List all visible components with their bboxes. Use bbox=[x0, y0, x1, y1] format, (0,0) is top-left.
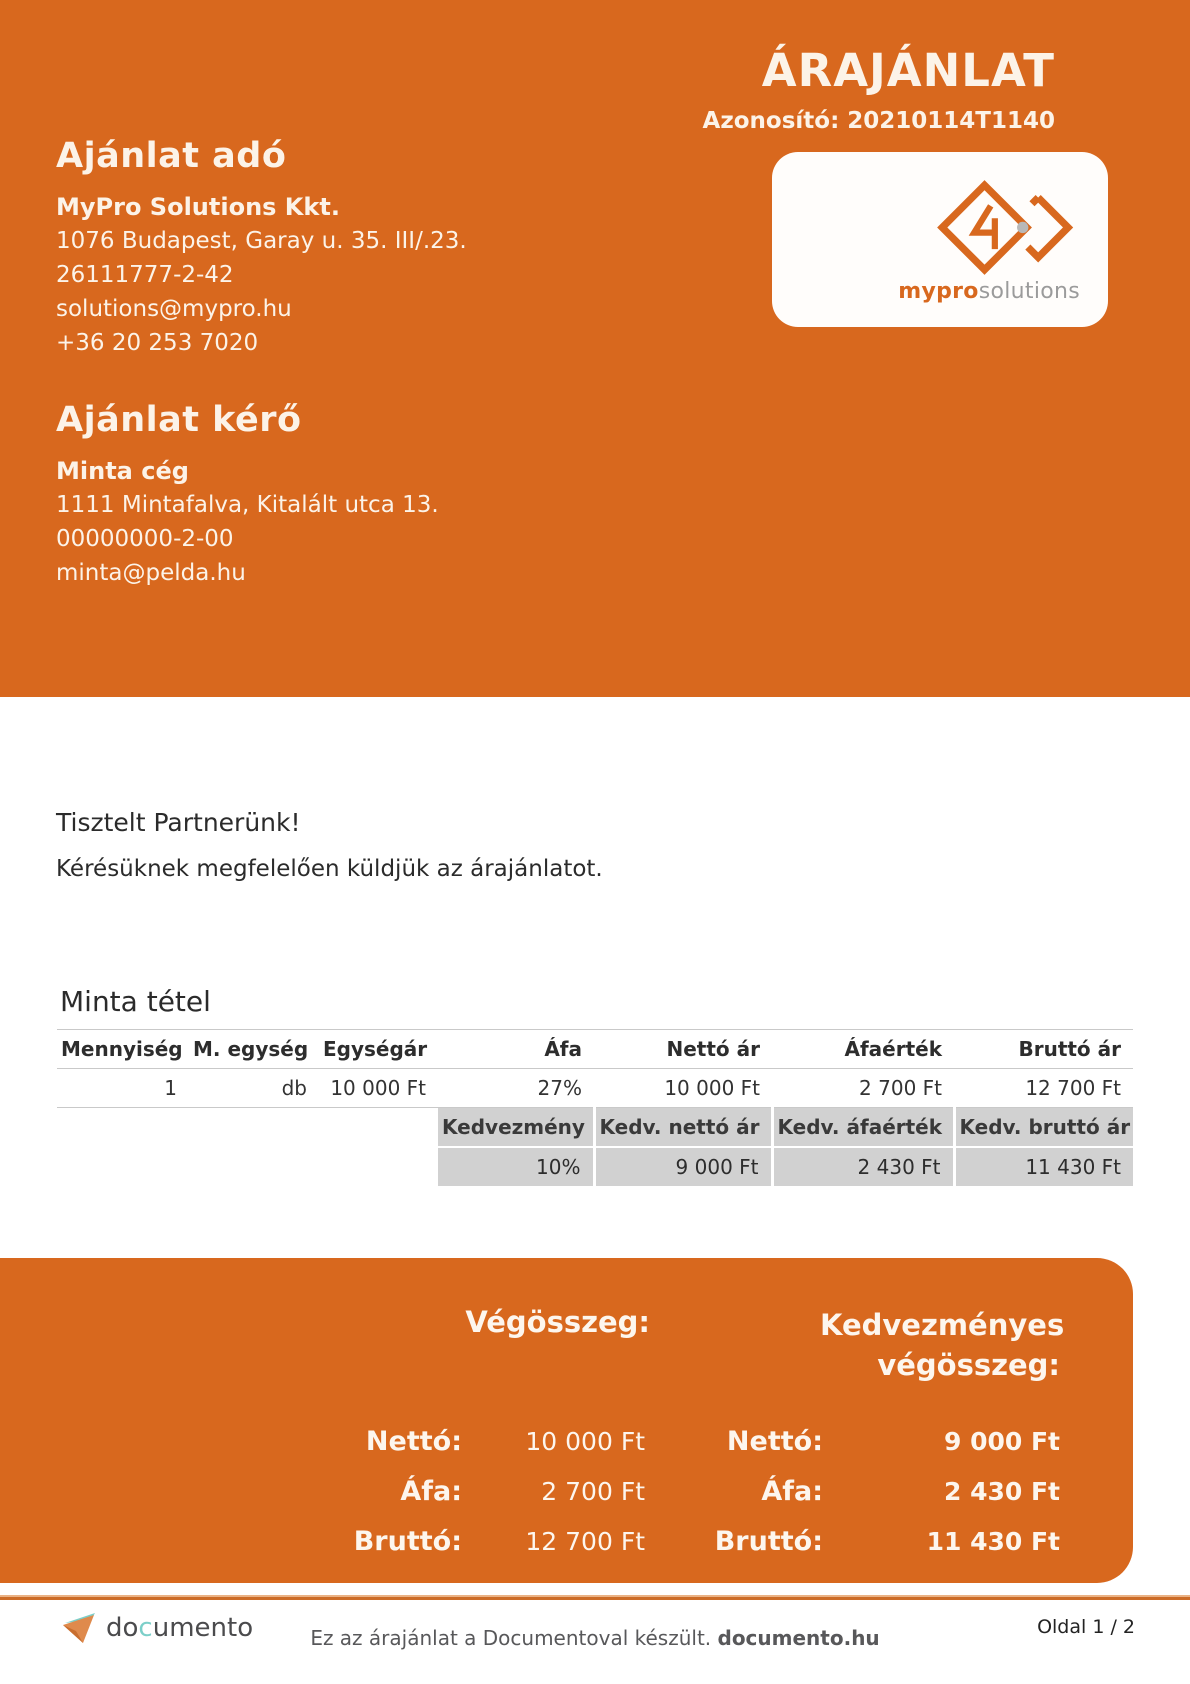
footer-note-site: documento.hu bbox=[717, 1626, 880, 1650]
summary-vat-discount-label: Áfa: bbox=[761, 1475, 823, 1507]
document-id: Azonosító: 20210114T1140 bbox=[702, 108, 1055, 134]
cell-discount-gross: 11 430 Ft bbox=[954, 1147, 1133, 1186]
cell-quantity: 1 bbox=[57, 1069, 189, 1108]
col-header-vat: Áfa bbox=[438, 1030, 594, 1069]
col-header-vat-amount: Áfaérték bbox=[772, 1030, 954, 1069]
logo-word-secondary: solutions bbox=[978, 279, 1080, 304]
summary-vat-discounted: 2 430 Ft bbox=[943, 1476, 1060, 1506]
col-header-discount: Kedvezmény bbox=[438, 1108, 594, 1148]
summary-gross-total: 12 700 Ft bbox=[525, 1526, 645, 1556]
issuer-phone: +36 20 253 7020 bbox=[56, 330, 259, 356]
issuer-email: solutions@mypro.hu bbox=[56, 296, 292, 322]
summary-vat-label: Áfa: bbox=[400, 1475, 462, 1507]
mypro-logo-icon bbox=[920, 179, 1080, 277]
greeting-line: Tisztelt Partnerünk! bbox=[56, 808, 301, 837]
documento-wordmark-part1: do bbox=[106, 1613, 139, 1643]
cell-net-price: 10 000 Ft bbox=[594, 1069, 772, 1108]
summary-grid bbox=[0, 1416, 1060, 1566]
issuer-heading: Ajánlat adó bbox=[56, 136, 287, 176]
document-title: ÁRAJÁNLAT bbox=[761, 44, 1055, 97]
mypro-logo-wordmark bbox=[898, 279, 1080, 304]
footer-note bbox=[0, 1626, 1190, 1650]
documento-wordmark-part2: c bbox=[138, 1613, 153, 1643]
footer-divider bbox=[0, 1595, 1190, 1600]
client-heading: Ajánlat kérő bbox=[56, 400, 302, 440]
issuer-tax-number: 26111777-2-42 bbox=[56, 262, 234, 288]
col-header-unit-price: Egységár bbox=[319, 1030, 438, 1069]
cell-gross-price: 12 700 Ft bbox=[954, 1069, 1133, 1108]
client-address: 1111 Mintafalva, Kitalált utca 13. bbox=[56, 492, 439, 518]
summary-net-discounted: 9 000 Ft bbox=[943, 1426, 1060, 1456]
discount-value-row bbox=[57, 1147, 1133, 1186]
summary-total-heading: Végösszeg: bbox=[465, 1305, 650, 1339]
page-indicator: Oldal 1 / 2 bbox=[1037, 1616, 1135, 1638]
header-band bbox=[0, 0, 1190, 697]
logo-word-primary: mypro bbox=[898, 279, 979, 304]
cell-unit: db bbox=[189, 1069, 319, 1108]
cell-vat: 27% bbox=[438, 1069, 594, 1108]
greeting-message: Kérésüknek megfelelően küldjük az árajánlatot. bbox=[56, 856, 603, 882]
client-block bbox=[56, 400, 439, 590]
cell-discount-percent: 10% bbox=[438, 1147, 594, 1186]
item-row bbox=[57, 1069, 1133, 1108]
client-email: minta@pelda.hu bbox=[56, 560, 246, 586]
col-header-unit: M. egység bbox=[189, 1030, 319, 1069]
col-header-net-price: Nettó ár bbox=[594, 1030, 772, 1069]
items-header-row bbox=[57, 1030, 1133, 1069]
col-header-discount-gross: Kedv. bruttó ár bbox=[954, 1108, 1133, 1148]
cell-unit-price: 10 000 Ft bbox=[319, 1069, 438, 1108]
summary-net-discount-label: Nettó: bbox=[726, 1425, 823, 1457]
discount-header-row bbox=[57, 1108, 1133, 1148]
company-logo-card bbox=[772, 152, 1108, 327]
client-name: Minta cég bbox=[56, 457, 189, 485]
summary-net-total: 10 000 Ft bbox=[525, 1426, 645, 1456]
summary-net-label: Nettó: bbox=[365, 1425, 462, 1457]
col-header-quantity: Mennyiség bbox=[57, 1030, 189, 1069]
issuer-block bbox=[56, 136, 467, 360]
summary-vat-total: 2 700 Ft bbox=[541, 1476, 645, 1506]
cell-discount-net: 9 000 Ft bbox=[594, 1147, 772, 1186]
item-title: Minta tétel bbox=[60, 985, 211, 1018]
col-header-discount-vat: Kedv. áfaérték bbox=[772, 1108, 954, 1148]
col-header-gross-price: Bruttó ár bbox=[954, 1030, 1133, 1069]
summary-gross-discounted: 11 430 Ft bbox=[926, 1526, 1060, 1556]
footer-note-text: Ez az árajánlat a Documentoval készült. bbox=[310, 1626, 718, 1650]
summary-gross-label: Bruttó: bbox=[353, 1525, 462, 1557]
documento-wordmark-part3: umento bbox=[152, 1613, 254, 1643]
summary-box bbox=[0, 1258, 1133, 1583]
issuer-address: 1076 Budapest, Garay u. 35. III/.23. bbox=[56, 228, 467, 254]
summary-gross-discount-label: Bruttó: bbox=[714, 1525, 823, 1557]
summary-discount-heading: Kedvezményes végösszeg: bbox=[820, 1308, 1065, 1382]
cell-discount-vat: 2 430 Ft bbox=[772, 1147, 954, 1186]
issuer-name: MyPro Solutions Kkt. bbox=[56, 193, 340, 221]
client-tax-number: 00000000-2-00 bbox=[56, 526, 234, 552]
cell-vat-amount: 2 700 Ft bbox=[772, 1069, 954, 1108]
items-table bbox=[57, 1029, 1133, 1186]
col-header-discount-net: Kedv. nettó ár bbox=[594, 1108, 772, 1148]
